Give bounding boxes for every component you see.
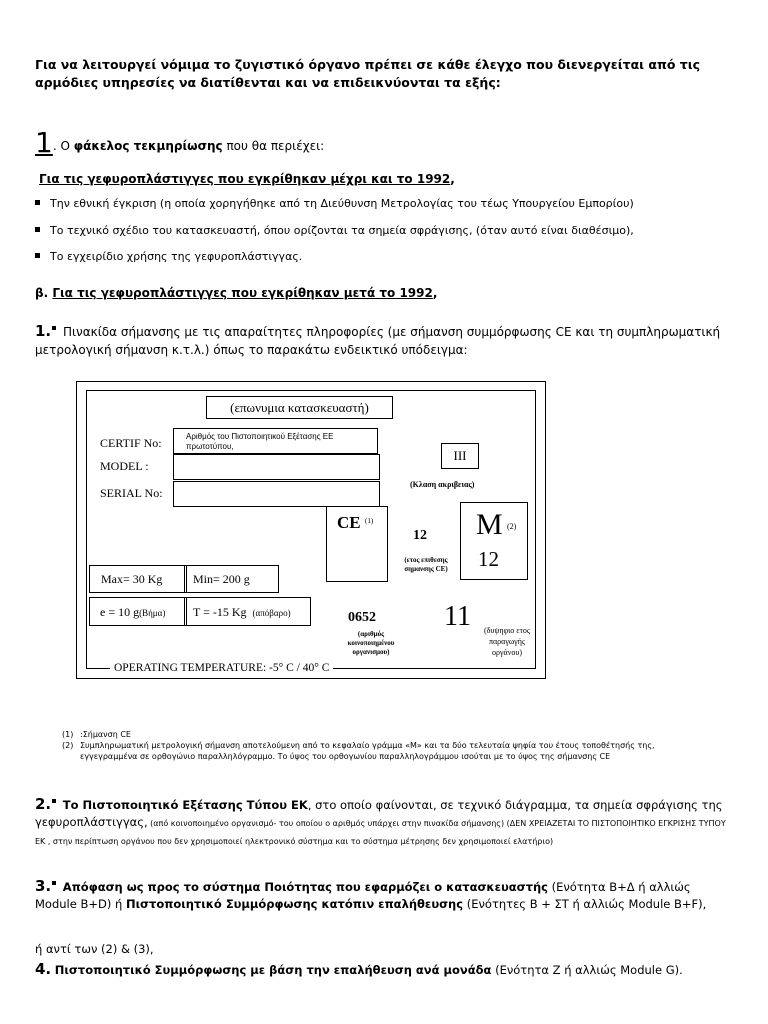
item-2-number: 2. [35,795,52,813]
item-4-end: (Ενότητα Ζ ή αλλιώς Module G). [491,963,683,977]
item-1-paragraph [35,322,735,359]
min-box [184,565,279,593]
subheading-b-prefix: β. [35,286,53,300]
subheading-a-text: Για τις γεφυροπλάστιγγες που εγκρίθηκαν μέχρι και το 1992 [39,172,451,186]
t-value [193,605,291,620]
section-1-heading [35,126,324,159]
certif-value-box: Αριθμός του Πιστοποιητικού Εξέτασης ΕΕ πρωτοτύπου, [173,428,378,454]
item-3-title-2: Πιστοποιητικό Συμμόρφωσης κατόπιν επαλήθευσης [125,897,464,911]
bullet-square-icon [52,881,56,885]
subheading-a [39,172,455,186]
e-value [100,605,165,620]
ce-mark-box [326,506,388,582]
m-mark: M [476,508,503,541]
m-year: 12 [478,547,499,571]
item-1-text: Πινακίδα σήμανσης με τις απαραίτητες πληροφορίες (με σήμανση συμμόρφωσης CE και τη συμπληρωματική μετρολογική σήμανση κ.τ.λ.) όπως το παρακάτω ενδεικτικό υπόδειγμα: [35,325,721,357]
bullet-item [35,224,634,237]
manufacturer-box: (επωνυμια κατασκευαστή) [206,396,393,419]
e-box [89,597,187,626]
e-caption: (Βήμα) [139,608,166,618]
subheading-b-trail: , [432,286,438,300]
min-value: Min= 200 g [193,572,250,586]
footnote-2-cont [62,752,610,762]
bullet-square-icon [35,200,40,205]
m-superscript: (2) [507,522,517,531]
item-4-title: Πιστοποιητικό Συμμόρφωσης με βάση την επαλήθευση ανά μονάδα [54,963,492,977]
subheading-a-trail: , [450,172,455,186]
section-1-number: 1 [35,126,53,159]
bullet-item [35,250,302,263]
subheading-b [35,286,437,300]
item-2-text: , στο οποίο φαίνονται, σε τεχνικό διάγραμμα, τα σημεία σφράγισης της γεφυροπλάστιγγας, [35,798,723,829]
footnote-text: :Σήμανση CE [80,730,131,739]
section-1-title: φάκελος τεκμηρίωσης [73,139,223,153]
ce-superscript: (1) [365,517,374,525]
model-label: MODEL : [100,459,149,473]
item-2-small-text: (από κοινοποιημένο οργανισμό- του οποίου ο αριθμός υπάρχει στην πινακίδα σήμανσης) (ΔΕΝ ΧΡΕΙΑΖΕΤΑΙ ΤΟ ΠΙΣΤΟΠΟΙΗΤΙΚΟ ΕΓΚΡΙΣΗΣ ΤΥΠΟΥ ΕΚ , στην περίπτωση οργάνου που δεν χρησιμοποιεί ηλεκτρονικό σύστημα και το σύστημα μέτρησης δεν χρησιμοποιεί ελατήριο) [35,819,726,846]
operating-temperature: OPERATING TEMPERATURE: -5° C / 40° C [110,662,333,674]
footnote-2 [62,741,655,751]
intro-paragraph: Για να λειτουργεί νόμιμα το ζυγιστικό όργανο πρέπει σε κάθε έλεγχο που διενεργείται από τις αρμόδιες υπηρεσίες να διατίθενται και να επιδεικνύονται τα εξής: [35,57,701,90]
bullet-text: Το εγχειρίδιο χρήσης της γεφυροπλάστιγγας. [50,250,303,263]
subheading-b-text: Για τις γεφυροπλάστιγγες που εγκρίθηκαν μετά το 1992 [52,286,433,300]
notified-body-caption: (αριθμός κοινοποιημένου οργανισμου) [347,630,395,656]
model-value-box [173,454,380,480]
certif-label: CERTIF No: [100,436,162,450]
bullet-text: Το τεχνικό σχέδιο του κατασκευαστή, όπου ορίζονται τα σημεία σφράγισης, (όταν αυτό είναι διαθέσιμο), [50,224,634,237]
serial-label: SERIAL No: [100,486,163,500]
accuracy-class-caption: (Κλαση ακριβειας) [410,480,475,489]
bullet-square-icon [52,799,56,803]
notified-body-number: 0652 [348,610,376,625]
t-value-text: T = -15 Kg [193,605,247,619]
bullet-square-icon [52,326,56,330]
footnote-number: (2) [62,741,74,750]
bullet-item [35,197,634,210]
footnote-number: (1) [62,730,74,739]
item-1-number: 1. [35,322,52,340]
item-3-paragraph [35,878,735,913]
bullet-square-icon [35,227,40,232]
production-year: 11 [444,601,471,632]
footnote-1 [62,730,131,740]
section-1-lead: . Ο [52,139,74,153]
t-caption: (απόβαρο) [252,608,291,618]
production-year-caption: (δυψηφιο ετος παραγωγής οργάνου) [483,626,531,657]
ce-year-caption: (ετος επιθεσης σημανσης CE) [404,556,448,573]
e-value-text: e = 10 g [100,605,140,619]
m-mark-box [460,502,528,580]
accuracy-class-box: III [441,443,479,469]
item-3-mid: (Ενότητα Β+Δ ή αλλιώς Module B+D) ή [35,880,691,911]
footnote-text: Συμπληρωματική μετρολογική σήμανση αποτελούμενη από το κεφαλαίο γράμμα «Μ» και τα δύο τελευταία ψηφία του έτους τοποθέτησής της, [80,741,655,750]
item-2-title: Το Πιστοποιητικό Εξέτασης Τύπου ΕΚ [62,798,308,812]
or-line: ή αντί των (2) & (3), [35,942,154,956]
item-2-paragraph [35,796,735,850]
bullet-text: Την εθνική έγκριση (η οποία χορηγήθηκε από τη Διεύθυνση Μετρολογίας του τέως Υπουργείου Εμπορίου) [50,197,634,210]
serial-value-box [173,481,380,507]
ce-year: 12 [413,528,427,543]
section-1-rest: που θα περιέχει: [222,139,325,153]
item-3-end: (Ενότητες Β + ΣΤ ή αλλιώς Module B+F), [463,897,707,911]
item-3-title: Απόφαση ως προς το σύστημα Ποιότητας που εφαρμόζει ο κατασκευαστής [62,880,548,894]
max-box [89,565,187,593]
max-value: Max= 30 Kg [101,572,163,586]
bullet-square-icon [35,253,40,258]
ce-mark: CE [337,513,361,532]
item-4-number: 4. [35,960,52,978]
item-3-number: 3. [35,877,52,895]
item-4-paragraph [35,960,683,978]
footnote-text: εγγεγραμμένα σε ορθογώνιο παραλληλόγραμμο. Το ύψος του ορθογωνίου παραλληλογράμμου ισούται με το ύψος της σήμανσης CE [80,752,611,761]
t-box [184,597,311,626]
